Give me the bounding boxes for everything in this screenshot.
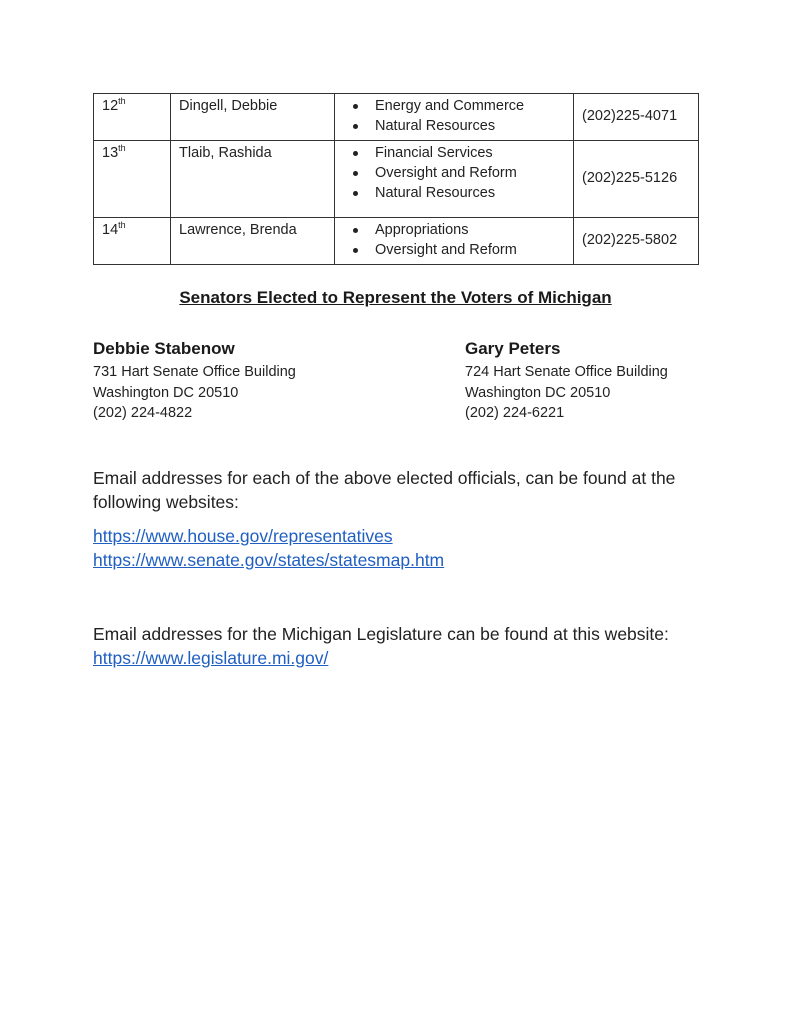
table-row bbox=[94, 218, 699, 265]
senator-phone: (202) 224-4822 bbox=[93, 405, 193, 421]
website-links bbox=[93, 524, 444, 572]
legislature-note bbox=[93, 622, 713, 670]
committees-cell bbox=[335, 218, 574, 265]
senator-block bbox=[465, 336, 668, 424]
senate-states-link[interactable]: https://www.senate.gov/states/statesmap.htm bbox=[93, 550, 445, 570]
committee-item: Natural Resources bbox=[347, 116, 565, 136]
senator-phone: (202) 224-6221 bbox=[465, 405, 565, 421]
email-note: Email addresses for each of the above elected officials, can be found at the following websites: bbox=[93, 468, 676, 512]
district-cell: 12th bbox=[94, 94, 171, 141]
committee-item: Oversight and Reform bbox=[347, 240, 565, 260]
phone-cell: (202)225-4071 bbox=[574, 94, 699, 141]
table-row bbox=[94, 94, 699, 141]
committee-item: Natural Resources bbox=[347, 183, 565, 203]
table-row bbox=[94, 141, 699, 218]
committees-cell bbox=[335, 94, 574, 141]
committee-item: Appropriations bbox=[347, 220, 565, 240]
senator-address: 731 Hart Senate Office Building bbox=[93, 364, 296, 380]
senator-city: Washington DC 20510 bbox=[465, 384, 611, 401]
committee-item: Financial Services bbox=[347, 143, 565, 163]
committee-list bbox=[347, 96, 565, 136]
senators-heading: Senators Elected to Represent the Voters of Michigan bbox=[179, 288, 612, 307]
senator-city: Washington DC 20510 bbox=[93, 384, 239, 401]
district-cell: 13th bbox=[94, 141, 171, 218]
representative-name: Dingell, Debbie bbox=[171, 94, 335, 141]
district-cell: 14th bbox=[94, 218, 171, 265]
senator-address: 724 Hart Senate Office Building bbox=[465, 364, 668, 380]
representative-name: Lawrence, Brenda bbox=[171, 218, 335, 265]
phone-cell: (202)225-5126 bbox=[574, 141, 699, 218]
representatives-table bbox=[93, 93, 699, 265]
phone-cell: (202)225-5802 bbox=[574, 218, 699, 265]
committee-list bbox=[347, 220, 565, 260]
committee-list bbox=[347, 143, 565, 203]
senator-name: Gary Peters bbox=[465, 339, 561, 358]
committee-item: Energy and Commerce bbox=[347, 96, 565, 116]
senator-block bbox=[93, 336, 296, 424]
committees-cell bbox=[335, 141, 574, 218]
legislature-link[interactable]: https://www.legislature.mi.gov/ bbox=[93, 648, 329, 668]
house-representatives-link[interactable]: https://www.house.gov/representatives bbox=[93, 526, 393, 546]
senator-name: Debbie Stabenow bbox=[93, 339, 235, 358]
representative-name: Tlaib, Rashida bbox=[171, 141, 335, 218]
legislature-note-text: Email addresses for the Michigan Legislature can be found at this website: bbox=[93, 624, 669, 644]
committee-item: Oversight and Reform bbox=[347, 163, 565, 183]
